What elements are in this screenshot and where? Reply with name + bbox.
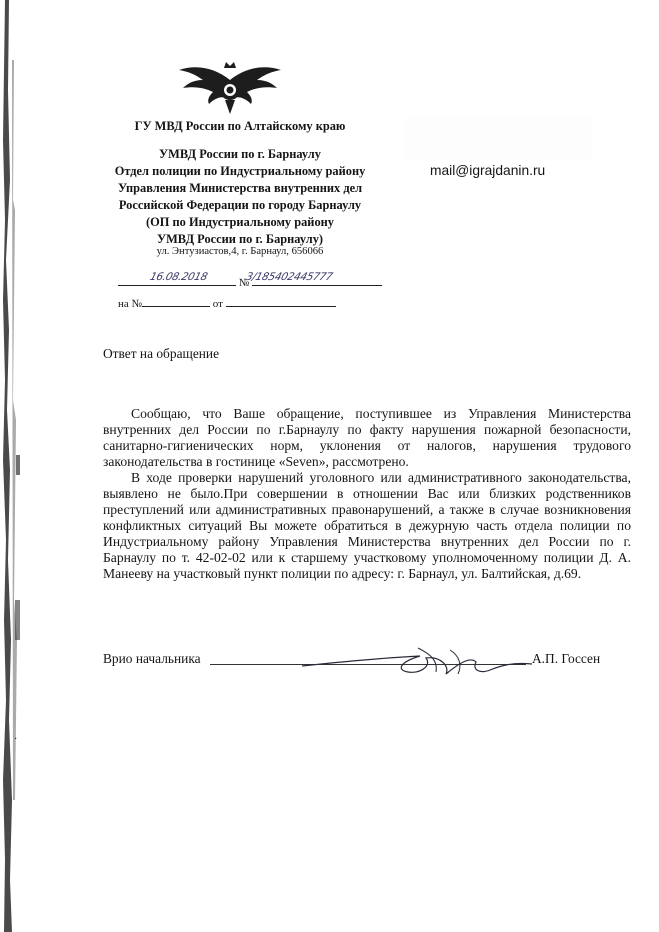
recipient-email: mail@igrajdanin.ru [430,163,546,178]
reference-number-underline [142,294,210,307]
reference-date-underline [226,294,336,307]
handwritten-number: 3/185402445777 [244,271,334,283]
signatory-position: Врио начальника [103,651,201,666]
unit-line: Отдел полиции по Индустриальному району [114,164,366,178]
unit-name-block [60,146,420,248]
body-paragraph: Сообщаю, что Ваше обращение, поступившее из Управления Министерства внутренних дел России по г.Барнаулу по факту нарушения пожарной безопасности, санитарно-гигиенических норм, уклонения от налогов, нарушения трудового законодательства в гостинице «Seven», рассмотрено. [103,406,631,469]
scan-edge-artifact [0,0,40,932]
reference-line [118,294,336,310]
unit-line: (ОП по Индустриальному району [146,215,334,229]
police-eagle-emblem [175,58,285,116]
body-paragraph: В ходе проверки нарушений уголовного или административного законодательства, выявлено не было.При совершении в отношении Вас или близких родственников преступлений или административных правонарушений, а также в случае возникновения конфликтных ситуаций Вы можете обратиться в дежурную часть отдела полиции по Индустриальному району Управления Министерства внутренних дел России по г. Барнаулу по т. 42-02-02 или к старшему участковому уполномоченному полиции Д. А. Манееву на участковый пункт полиции по адресу: г. Барнаул, ул. Балтийская, д.69. [103,470,631,581]
document-title: Ответ на обращение [103,346,220,361]
number-prefix: № [238,277,250,289]
unit-address: ул. Энтузиастов,4, г. Барнаул, 656066 [156,246,324,257]
signatory-name: А.П. Госсен [532,651,601,666]
unit-line: УМВД России по г. Барнаулу) [156,232,324,246]
unit-line: УМВД России по г. Барнаулу [159,147,321,161]
handwritten-signature [300,644,540,678]
reference-from: от [212,298,223,310]
unit-line: Управления Министерства внутренних дел [117,181,363,195]
handwritten-date: 16.08.2018 [148,271,209,283]
scan-dot: · [14,734,18,745]
redacted-recipient-box [403,118,593,160]
letter-body [103,406,631,582]
unit-line: Российской Федерации по городу Барнаулу [118,198,362,212]
reference-prefix: на № [118,298,143,310]
ministry-name: ГУ МВД России по Алтайскому краю [134,119,346,133]
